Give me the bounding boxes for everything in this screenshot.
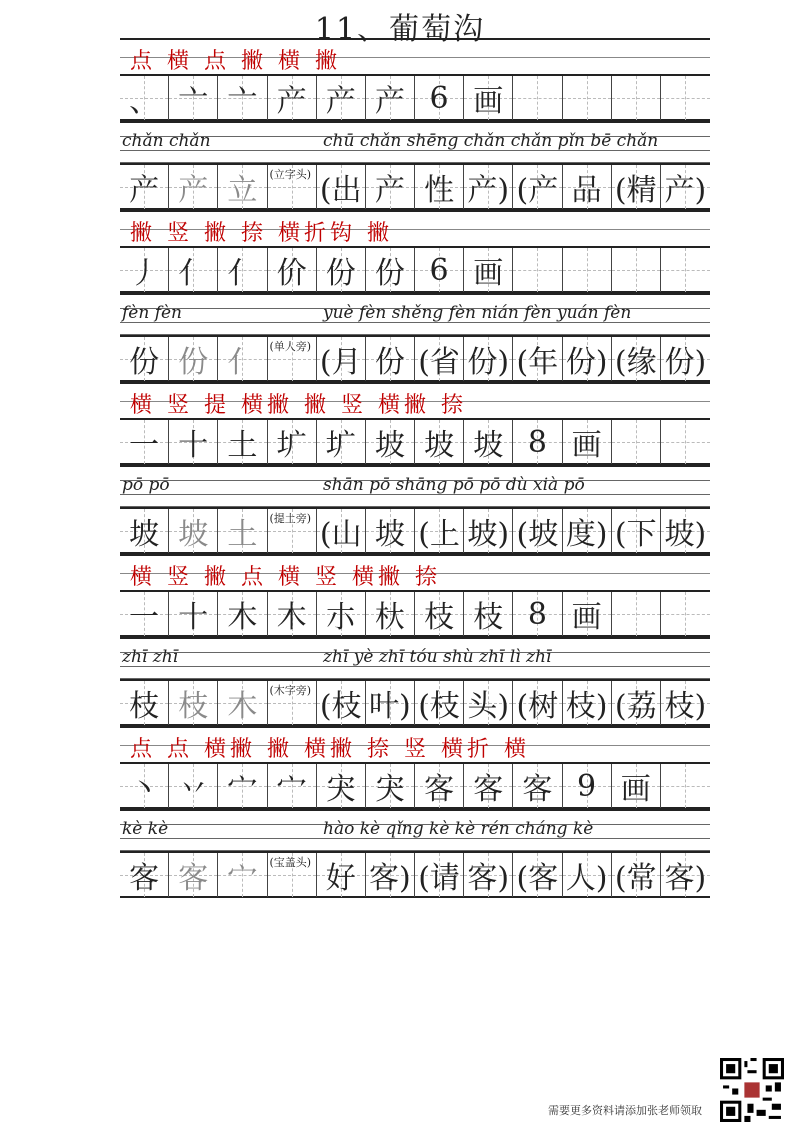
stroke-order-char: 丿 xyxy=(129,256,160,291)
stroke-order-char: 产 xyxy=(374,84,405,119)
pinyin-text: chǎn chǎn xyxy=(122,131,211,151)
stroke-order-char: 坡 xyxy=(374,428,405,463)
tianzige-cell xyxy=(120,165,169,209)
pinyin-text: shān pō shāng pō pō dù xià pō xyxy=(323,475,585,495)
pinyin-text: pō pō xyxy=(122,475,170,495)
stroke-names-line xyxy=(120,726,710,764)
tianzige-cell xyxy=(120,764,169,808)
tianzige-cell xyxy=(464,592,513,636)
page-title: 11、葡萄沟 xyxy=(314,12,486,47)
tianzige-cell xyxy=(563,165,612,209)
word-char: (精 xyxy=(614,173,657,208)
radical-note: (宝盖头) xyxy=(269,856,312,869)
tianzige-cell xyxy=(120,509,169,553)
word-char: (枝 xyxy=(418,689,460,724)
tianzige-cell xyxy=(366,76,415,120)
pinyin-text: kè kè xyxy=(122,819,169,839)
stroke-order-row xyxy=(120,74,710,121)
tianzige-cell xyxy=(415,764,464,808)
tianzige-cell xyxy=(317,853,366,897)
word-char: 坡) xyxy=(664,517,707,552)
word-char: 土 xyxy=(227,517,258,552)
tianzige-cell xyxy=(464,681,513,725)
tianzige-cell xyxy=(415,681,464,725)
tianzige-cell xyxy=(513,592,562,636)
tianzige-cell xyxy=(317,76,366,120)
radical-note: (单人旁) xyxy=(269,340,312,353)
word-char: 产 xyxy=(178,173,209,208)
tianzige-cell xyxy=(268,76,317,120)
word-char: 份) xyxy=(467,345,510,380)
word-practice-row xyxy=(120,507,710,554)
stroke-order-char: 画 xyxy=(571,428,602,463)
tianzige-cell xyxy=(612,592,661,636)
tianzige-cell xyxy=(415,509,464,553)
tianzige-cell xyxy=(661,337,710,381)
stroke-order-char: 宀 xyxy=(227,772,258,807)
tianzige-cell xyxy=(218,337,267,381)
stroke-order-char: 木 xyxy=(276,600,307,635)
qr-code-icon xyxy=(720,1058,784,1122)
tianzige-cell xyxy=(464,248,513,292)
stroke-order-char: 圹 xyxy=(325,428,356,463)
word-char: 枝 xyxy=(178,689,209,724)
stroke-order-char: 宊 xyxy=(325,772,356,807)
stroke-order-char: 6 xyxy=(429,80,449,116)
stroke-order-row xyxy=(120,590,710,637)
stroke-names-line xyxy=(120,554,710,592)
stroke-order-char: 份 xyxy=(325,256,356,291)
word-char: 叶) xyxy=(369,689,411,724)
word-char: (请 xyxy=(418,861,460,896)
tianzige-cell xyxy=(612,764,661,808)
pinyin-text: chū chǎn shēng chǎn chǎn pǐn bē chǎn xyxy=(323,131,659,151)
stroke-names: 横 竖 提 横撇 撇 竖 横撇 捺 xyxy=(130,393,467,418)
tianzige-cell xyxy=(218,420,267,464)
word-char: (月 xyxy=(319,345,362,380)
tianzige-cell xyxy=(366,337,415,381)
tianzige-cell xyxy=(317,248,366,292)
word-char: (出 xyxy=(319,173,362,208)
word-char: 份) xyxy=(664,345,707,380)
stroke-order-char: 8 xyxy=(527,424,547,460)
tianzige-cell xyxy=(120,248,169,292)
tianzige-cell xyxy=(218,764,267,808)
tianzige-cell xyxy=(612,76,661,120)
tianzige-cell xyxy=(563,853,612,897)
pinyin-lines xyxy=(120,809,710,851)
tianzige-cell xyxy=(563,76,612,120)
tianzige-cell xyxy=(513,165,562,209)
tianzige-cell xyxy=(218,853,267,897)
tianzige-cell xyxy=(612,509,661,553)
tianzige-cell xyxy=(268,337,317,381)
tianzige-cell xyxy=(218,681,267,725)
word-char: 份 xyxy=(129,345,160,380)
tianzige-cell xyxy=(366,420,415,464)
word-practice-row xyxy=(120,163,710,210)
pinyin-text: zhī zhī xyxy=(122,647,179,667)
tianzige-cell xyxy=(661,853,710,897)
word-practice-row xyxy=(120,335,710,382)
radical-note: (提土旁) xyxy=(269,512,312,525)
tianzige-cell xyxy=(661,248,710,292)
tianzige-cell xyxy=(563,681,612,725)
tianzige-cell xyxy=(661,592,710,636)
word-char: 枝) xyxy=(565,689,608,724)
tianzige-cell xyxy=(366,853,415,897)
word-char: 枝 xyxy=(129,689,160,724)
tianzige-cell xyxy=(464,76,513,120)
stroke-names-line xyxy=(120,382,710,420)
stroke-order-char: 客 xyxy=(424,772,455,807)
tianzige-cell xyxy=(317,681,366,725)
stroke-order-char: 画 xyxy=(473,256,504,291)
word-char: 产 xyxy=(129,173,160,208)
word-char: 份 xyxy=(178,345,209,380)
word-char: (客 xyxy=(516,861,559,896)
stroke-order-char: 8 xyxy=(527,596,547,632)
word-char: 产 xyxy=(374,173,405,208)
tianzige-cell xyxy=(366,764,415,808)
tianzige-cell xyxy=(464,853,513,897)
tianzige-cell xyxy=(661,681,710,725)
word-char: (树 xyxy=(516,689,559,724)
tianzige-cell xyxy=(169,337,218,381)
stroke-order-char: 丶 xyxy=(129,772,160,807)
stroke-order-char: 枝 xyxy=(424,600,455,635)
tianzige-cell xyxy=(464,764,513,808)
tianzige-cell xyxy=(513,76,562,120)
radical-note: (木字旁) xyxy=(269,684,312,697)
stroke-order-char: 份 xyxy=(374,256,405,291)
tianzige-cell xyxy=(661,76,710,120)
pinyin-text: yuè fèn shěng fèn nián fèn yuán fèn xyxy=(323,303,632,323)
stroke-order-row xyxy=(120,246,710,293)
tianzige-cell xyxy=(661,420,710,464)
tianzige-cell xyxy=(415,248,464,292)
stroke-order-char: 一 xyxy=(129,600,160,635)
tianzige-cell xyxy=(415,420,464,464)
word-char: 客) xyxy=(369,861,411,896)
tianzige-cell xyxy=(169,681,218,725)
stroke-order-char: 亻 xyxy=(227,256,258,291)
tianzige-cell xyxy=(366,592,415,636)
pinyin-lines xyxy=(120,293,710,335)
word-char: (荔 xyxy=(614,689,657,724)
tianzige-cell xyxy=(120,853,169,897)
tianzige-cell xyxy=(120,681,169,725)
tianzige-cell xyxy=(317,592,366,636)
tianzige-cell xyxy=(563,248,612,292)
tianzige-cell xyxy=(612,420,661,464)
tianzige-cell xyxy=(169,76,218,120)
word-char: (枝 xyxy=(319,689,362,724)
stroke-order-row xyxy=(120,418,710,465)
stroke-names: 横 竖 撇 点 横 竖 横撇 捺 xyxy=(130,565,441,590)
tianzige-cell xyxy=(268,764,317,808)
word-char: (下 xyxy=(614,517,657,552)
stroke-order-char: 画 xyxy=(473,84,504,119)
word-char: (产 xyxy=(516,173,559,208)
tianzige-cell xyxy=(169,420,218,464)
tianzige-cell xyxy=(268,420,317,464)
word-char: (年 xyxy=(516,345,559,380)
word-char: (坡 xyxy=(516,517,559,552)
stroke-order-char: 亠 xyxy=(178,84,209,119)
pinyin-lines xyxy=(120,121,710,163)
stroke-order-char: 朩 xyxy=(325,600,356,635)
pinyin-text: zhī yè zhī tóu shù zhī lì zhī xyxy=(323,647,552,667)
word-char: 品 xyxy=(571,173,602,208)
word-char: 好 xyxy=(325,861,356,896)
stroke-order-char: 价 xyxy=(276,256,307,291)
word-char: 度) xyxy=(565,517,608,552)
tianzige-cell xyxy=(317,764,366,808)
word-char: (省 xyxy=(418,345,460,380)
stroke-names: 点 横 点 撇 横 撇 xyxy=(130,49,341,74)
word-practice-row xyxy=(120,851,710,898)
footer-note: 需要更多资料请添加张老师领取 xyxy=(548,1104,702,1117)
tianzige-cell xyxy=(563,592,612,636)
tianzige-cell xyxy=(464,337,513,381)
tianzige-cell xyxy=(513,681,562,725)
stroke-order-char: 客 xyxy=(473,772,504,807)
stroke-order-char: 杕 xyxy=(374,600,405,635)
stroke-names: 撇 竖 撇 捺 横折钩 撇 xyxy=(130,221,393,246)
stroke-order-char: 坡 xyxy=(424,428,455,463)
tianzige-cell xyxy=(415,592,464,636)
stroke-order-char: 、 xyxy=(129,84,160,119)
word-char: 份) xyxy=(565,345,608,380)
word-char: 坡 xyxy=(374,517,405,552)
tianzige-cell xyxy=(612,165,661,209)
word-char: 性 xyxy=(424,173,455,208)
pinyin-lines xyxy=(120,465,710,507)
tianzige-cell xyxy=(120,592,169,636)
tianzige-cell xyxy=(415,853,464,897)
tianzige-cell xyxy=(120,76,169,120)
word-char: 客 xyxy=(178,861,209,896)
pinyin-lines xyxy=(120,637,710,679)
word-char: 坡) xyxy=(467,517,510,552)
word-char: 客) xyxy=(467,861,510,896)
tianzige-cell xyxy=(513,248,562,292)
word-char: 坡 xyxy=(178,517,209,552)
tianzige-cell xyxy=(268,509,317,553)
tianzige-cell xyxy=(317,420,366,464)
tianzige-cell xyxy=(218,509,267,553)
word-char: 客) xyxy=(664,861,707,896)
stroke-order-char: 亠 xyxy=(227,84,258,119)
stroke-order-row xyxy=(120,762,710,809)
tianzige-cell xyxy=(366,681,415,725)
stroke-order-char: 丷 xyxy=(178,772,209,807)
word-char: (山 xyxy=(319,517,362,552)
tianzige-cell xyxy=(169,165,218,209)
stroke-order-char: 圹 xyxy=(276,428,307,463)
tianzige-cell xyxy=(268,592,317,636)
word-char: 亻 xyxy=(227,345,258,380)
stroke-order-char: 画 xyxy=(620,772,651,807)
word-practice-row xyxy=(120,679,710,726)
word-char: 客 xyxy=(129,861,160,896)
stroke-order-char: 十 xyxy=(178,428,209,463)
tianzige-cell xyxy=(513,420,562,464)
tianzige-cell xyxy=(120,420,169,464)
stroke-order-char: 亻 xyxy=(178,256,209,291)
word-char: 头) xyxy=(467,689,510,724)
pinyin-text: hào kè qǐng kè kè rén cháng kè xyxy=(323,819,594,839)
tianzige-cell xyxy=(317,337,366,381)
stroke-order-char: 画 xyxy=(571,600,602,635)
stroke-order-char: 十 xyxy=(178,600,209,635)
tianzige-cell xyxy=(366,248,415,292)
tianzige-cell xyxy=(563,420,612,464)
tianzige-cell xyxy=(218,248,267,292)
tianzige-cell xyxy=(513,337,562,381)
tianzige-cell xyxy=(218,592,267,636)
tianzige-cell xyxy=(218,165,267,209)
stroke-order-char: 产 xyxy=(276,84,307,119)
tianzige-cell xyxy=(661,509,710,553)
tianzige-cell xyxy=(661,764,710,808)
tianzige-cell xyxy=(366,165,415,209)
tianzige-cell xyxy=(464,509,513,553)
word-char: 产) xyxy=(467,173,510,208)
word-char: (上 xyxy=(418,517,460,552)
stroke-order-char: 枝 xyxy=(473,600,504,635)
stroke-names: 点 点 横撇 撇 横撇 捺 竖 横折 横 xyxy=(130,737,530,762)
tianzige-cell xyxy=(563,337,612,381)
writing-sheet xyxy=(120,38,710,1068)
tianzige-cell xyxy=(612,337,661,381)
tianzige-cell xyxy=(612,853,661,897)
tianzige-cell xyxy=(513,853,562,897)
stroke-names-line xyxy=(120,210,710,248)
tianzige-cell xyxy=(317,165,366,209)
tianzige-cell xyxy=(366,509,415,553)
tianzige-cell xyxy=(415,165,464,209)
tianzige-cell xyxy=(464,165,513,209)
tianzige-cell xyxy=(120,337,169,381)
word-char: 枝) xyxy=(664,689,707,724)
word-char: (缘 xyxy=(614,345,657,380)
pinyin-text: fèn fèn xyxy=(122,303,183,323)
word-char: 木 xyxy=(227,689,258,724)
tianzige-cell xyxy=(612,248,661,292)
tianzige-cell xyxy=(169,853,218,897)
word-char: 人) xyxy=(565,861,608,896)
tianzige-cell xyxy=(464,420,513,464)
tianzige-cell xyxy=(612,681,661,725)
stroke-order-char: 土 xyxy=(227,428,258,463)
stroke-order-char: 6 xyxy=(429,252,449,288)
radical-note: (立字头) xyxy=(269,168,312,181)
tianzige-cell xyxy=(317,509,366,553)
tianzige-cell xyxy=(169,764,218,808)
tianzige-cell xyxy=(563,509,612,553)
stroke-order-char: 产 xyxy=(325,84,356,119)
tianzige-cell xyxy=(218,76,267,120)
stroke-order-char: 客 xyxy=(522,772,553,807)
word-char: 坡 xyxy=(129,517,160,552)
tianzige-cell xyxy=(661,165,710,209)
stroke-order-char: 坡 xyxy=(473,428,504,463)
tianzige-cell xyxy=(415,337,464,381)
tianzige-cell xyxy=(169,248,218,292)
tianzige-cell xyxy=(268,681,317,725)
word-char: 产) xyxy=(664,173,707,208)
tianzige-cell xyxy=(513,509,562,553)
word-char: 立 xyxy=(227,173,258,208)
tianzige-cell xyxy=(268,853,317,897)
word-char: 宀 xyxy=(227,861,258,896)
tianzige-cell xyxy=(563,764,612,808)
tianzige-cell xyxy=(169,592,218,636)
tianzige-cell xyxy=(268,248,317,292)
word-char: (常 xyxy=(614,861,657,896)
stroke-order-char: 一 xyxy=(129,428,160,463)
stroke-order-char: 宀 xyxy=(276,772,307,807)
tianzige-cell xyxy=(415,76,464,120)
stroke-order-char: 木 xyxy=(227,600,258,635)
tianzige-cell xyxy=(268,165,317,209)
stroke-names-line xyxy=(120,38,710,76)
stroke-order-char: 9 xyxy=(577,768,597,804)
tianzige-cell xyxy=(169,509,218,553)
stroke-order-char: 宊 xyxy=(374,772,405,807)
tianzige-cell xyxy=(513,764,562,808)
word-char: 份 xyxy=(374,345,405,380)
